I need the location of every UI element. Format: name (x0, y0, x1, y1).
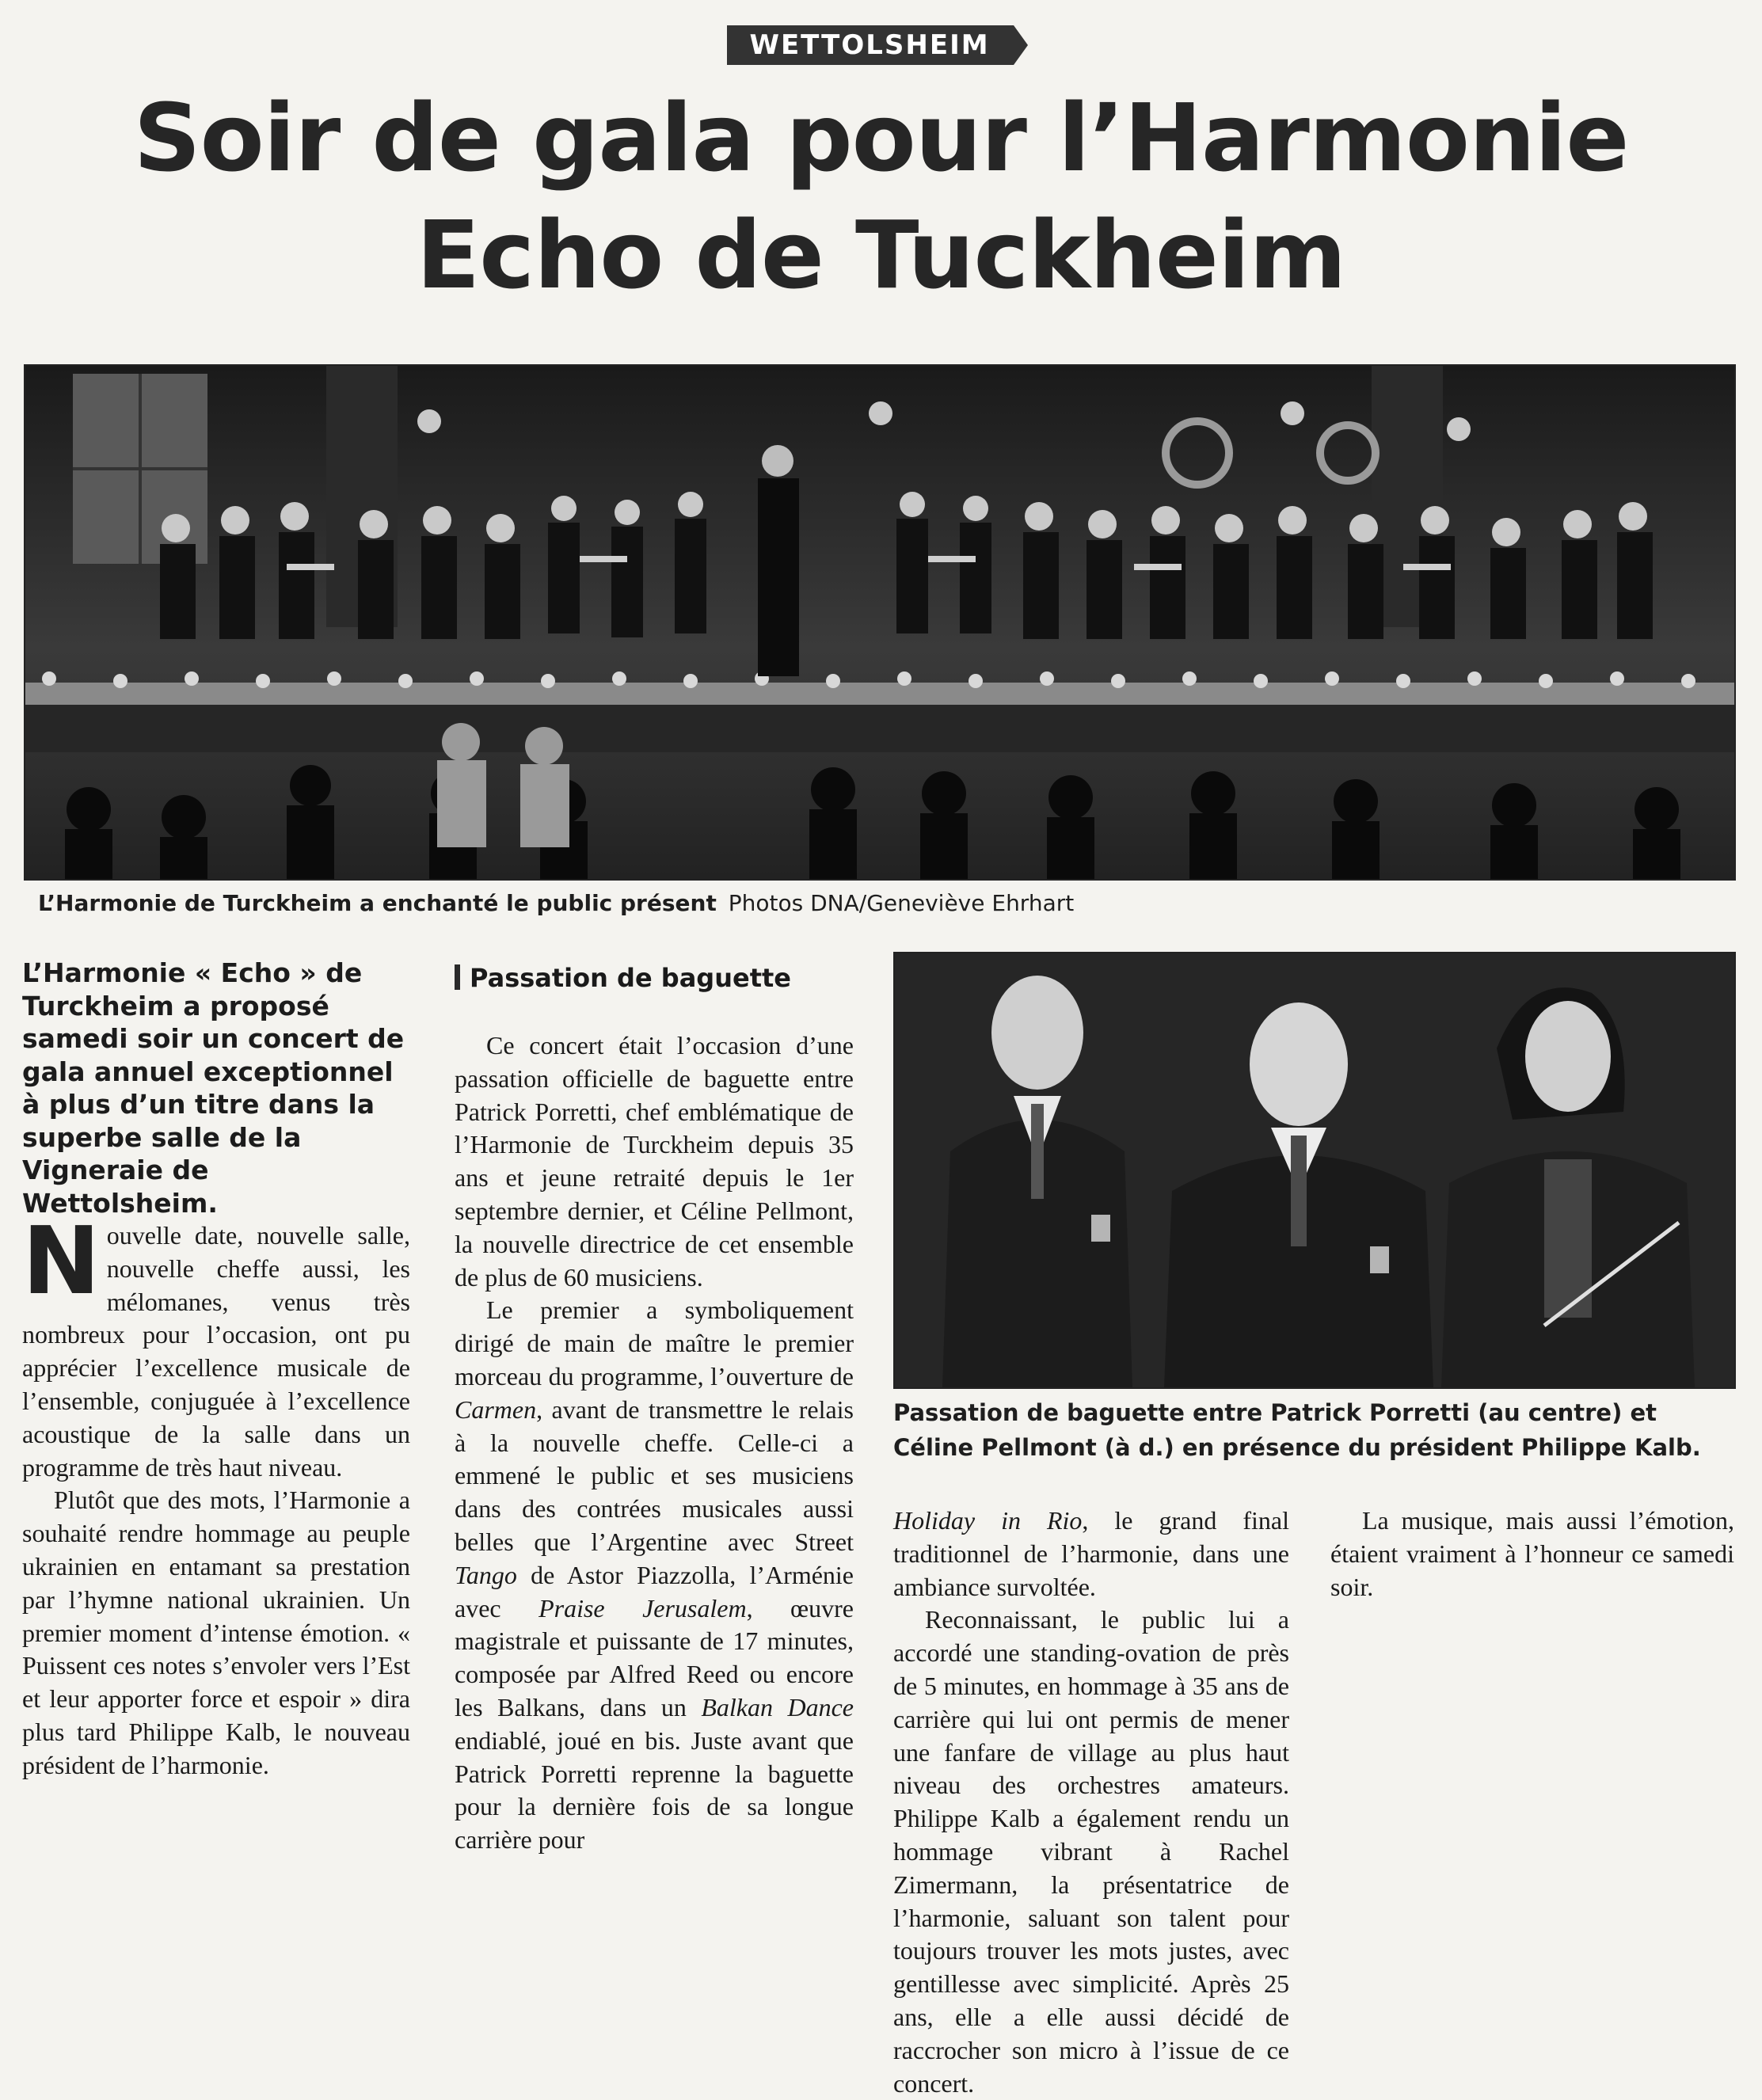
section-subhead (455, 958, 854, 998)
p4-part-f: , le grand final traditionnel de l’harmonie, dans une ambiance survoltée. (893, 1506, 1290, 1601)
main-photo-caption (38, 885, 1733, 922)
subhead-bar (455, 964, 460, 990)
paragraph-6: La musique, mais aussi l’émotion, étaient vraiment à l’honneur ce samedi soir. (1330, 1506, 1734, 1601)
paragraph-4 (455, 1294, 854, 1857)
three-people-illustration (895, 953, 1734, 1387)
small-photo-caption: Passation de baguette entre Patrick Porretti (au centre) et Céline Pellmont (à d.) en présence du président Philippe Kalb. (893, 1399, 1701, 1461)
article-lede: L’Harmonie « Echo » de Turckheim a proposé samedi soir un concert de gala annuel exceptionnel à plus d’un titre dans la superbe salle de la Vigneraie de Wettolsheim. (22, 957, 405, 1219)
article-column-2 (455, 1029, 854, 1857)
p4-part-e: endiablé, joué en bis. Juste avant que Patrick Porretti reprenne la baguette pour la dernière fois de sa longue carrière pour (455, 1725, 854, 1855)
article-column-1 (22, 957, 410, 1782)
title-praise-jerusalem: Praise Jerusalem (538, 1593, 747, 1623)
paragraph-5: Reconnaissant, le public lui a accordé une standing-ovation de près de 5 minutes, en hommage à 35 ans de carrière qui lui ont permis de mener une fanfare de village au plus haut niveau des orchestres amateurs. Philippe Kalb a également rendu un hommage vibrant à Rachel Zimermann, la présentatrice de l’harmonie, saluant son talent pour toujours trouver les mots justes, avec gentillesse avec simplicité. Après 25 ans, elle a elle aussi décidé de raccrocher son micro à l’issue de ce concert. (893, 1605, 1289, 2098)
kicker-label: WETTOLSHEIM (749, 29, 990, 61)
main-caption-text: L’Harmonie de Turckheim a enchanté le public présent (38, 890, 717, 916)
p4-part-d: , œuvre magistrale et puissante de 17 minutes, composée par Alfred Reed ou encore les Balkans, dans un (455, 1593, 854, 1721)
headline (24, 79, 1738, 314)
subhead-label: Passation de baguette (470, 963, 791, 993)
article-column-4 (1330, 1505, 1734, 1604)
article-column-3 (893, 1505, 1289, 2100)
p4-part-c: de Astor Piazzolla, l’Arménie avec (455, 1560, 854, 1623)
drop-cap: N (22, 1206, 101, 1315)
three-people-photo (893, 952, 1736, 1389)
paragraph-3: Ce concert était l’occasion d’une passation officielle de baguette entre Patrick Porretti, chef emblématique de l’Harmonie de Turckheim depuis 35 ans et jeune retraité depuis le 1er septembre dernier, et Céline Pellmont, la nouvelle directrice de cet ensemble de plus de 60 musiciens. (455, 1031, 854, 1292)
p4-part-b: , avant de transmettre le relais à la nouvelle cheffe. Celle-ci a emmené le public et ses musiciens dans des contrées musicales aussi belles que l’Argentine avec Street (455, 1394, 854, 1556)
paragraph-2: Plutôt que des mots, l’Harmonie a souhaité rendre hommage au peuple ukrainien en entamant sa prestation par l’hymne national ukrainien. Un premier moment d’intense émotion. « Puissent ces notes s’envoler vers l’Est et leur apporter force et espoir » dira plus tard Philippe Kalb, le nouveau président de l’harmonie. (22, 1486, 410, 1779)
paragraph-4-continued (893, 1505, 1289, 1604)
paragraph-1: ouvelle date, nouvelle salle, nouvelle cheffe aussi, les mélomanes, venus très nombreux pour l’occasion, ont pu apprécier l’excellence musicale de l’ensemble, conjuguée à l’excellence acoustique de la salle dans un programme de très haut niveau. (22, 1221, 410, 1482)
concert-photo-illustration (25, 366, 1734, 879)
p4-part-a: Le premier a symboliquement dirigé de main de maître le premier morceau du programme, l’ouverture de (455, 1295, 854, 1390)
title-tango: Tango (455, 1560, 517, 1589)
photo-credit: Photos DNA/Geneviève Ehrhart (728, 890, 1075, 916)
title-balkan-dance: Balkan Dance (701, 1692, 854, 1721)
headline-line-1: Soir de gala pour l’Harmonie (133, 83, 1629, 192)
headline-line-2: Echo de Tuckheim (416, 200, 1346, 310)
section-kicker (727, 25, 1028, 65)
title-carmen: Carmen (455, 1394, 537, 1424)
concert-band-photo (24, 364, 1736, 881)
title-holiday-in-rio: Holiday in Rio (893, 1506, 1083, 1535)
